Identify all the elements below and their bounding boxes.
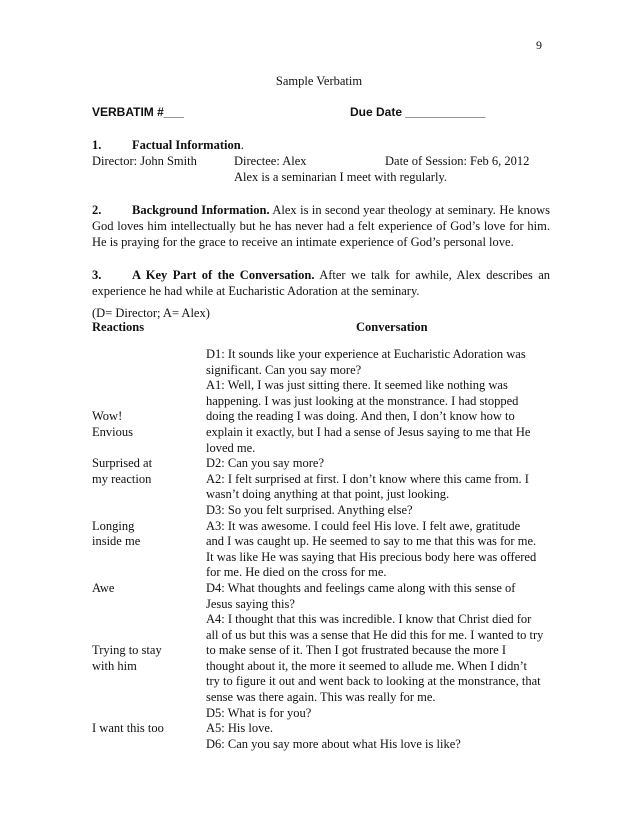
section-1-number: 1.: [92, 138, 102, 152]
conversation-line: D1: It sounds like your experience at Eucharistic Adoration was: [206, 347, 526, 361]
director-name: Director: John Smith: [92, 154, 197, 168]
section-2-text: Alex is in second year theology at seminary. He knows God loves him intellectually but he has never had a felt experience of God’s love for him. He is praying for the grace to receive an intimate experience of God’s personal love.: [92, 203, 550, 249]
conversation-column-header: Conversation: [356, 320, 428, 334]
conversation-line: D3: So you felt surprised. Anything else?: [206, 502, 413, 517]
reaction-note: I want this too: [92, 721, 164, 736]
section-2-title: Background Information.: [132, 203, 270, 217]
conversation-line: explain it exactly, but I had a sense of Jesus saying to me that He: [206, 424, 531, 439]
conversation-line: A4: I thought that this was incredible. I know that Christ died for: [206, 612, 532, 627]
conversation-line: sense was there again. This was really for me.: [206, 690, 436, 705]
session-date: Date of Session: Feb 6, 2012: [385, 154, 530, 168]
reactions-column-header: Reactions: [92, 320, 145, 334]
conversation-line: D6: Can you say more about what His love is like?: [206, 736, 461, 751]
conversation-line: doing the reading I was doing. And then, I don’t know how to: [206, 409, 515, 424]
conversation-line: significant. Can you say more?: [206, 362, 362, 377]
section-3-paragraph: [92, 267, 550, 299]
section-3-number: 3.: [92, 268, 102, 282]
reaction-note: inside me: [92, 534, 141, 549]
conversation-line: happening. I was just looking at the monstrance. I had stopped: [206, 393, 519, 408]
conversation-line: loved me.: [206, 440, 256, 455]
reaction-note: my reaction: [92, 471, 152, 486]
reaction-note: Wow!: [92, 409, 123, 424]
conversation-line: to make sense of it. Then I got frustrated because the more I: [206, 643, 507, 658]
reaction-note: with him: [92, 659, 137, 673]
conversation-line: try to figure it out and went back to looking at the monstrance, that: [206, 674, 541, 689]
directee-note: Alex is a seminarian I meet with regularly.: [234, 170, 448, 184]
conversation-line: A2: I felt surprised at first. I don’t know where this came from. I: [206, 471, 529, 486]
section-3-title: A Key Part of the Conversation.: [132, 268, 315, 282]
conversation-transcript: [206, 347, 546, 752]
due-date-field: Due Date ____________: [350, 105, 486, 119]
page-number: 9: [536, 38, 542, 52]
section-1-heading: [92, 137, 244, 153]
conversation-line: Jesus saying this?: [206, 596, 295, 611]
conversation-line: D5: What is for you?: [206, 705, 312, 720]
section-1-title: Factual Information: [132, 138, 241, 152]
conversation-line: for me. He died on the cross for me.: [206, 565, 387, 580]
reaction-note: Surprised at: [92, 456, 153, 471]
conversation-line: D2: Can you say more?: [206, 456, 325, 471]
conversation-line: A1: Well, I was just sitting there. It seemed like nothing was: [206, 378, 508, 393]
speaker-legend: (D= Director; A= Alex): [92, 306, 210, 320]
conversation-line: A5: His love.: [206, 721, 274, 736]
verbatim-number-field: VERBATIM #___: [92, 105, 184, 119]
conversation-line: wasn’t doing anything at that point, just looking.: [206, 487, 450, 502]
directee-name: Directee: Alex: [234, 154, 307, 168]
page-title: Sample Verbatim: [275, 74, 363, 88]
reaction-note: Awe: [92, 581, 115, 595]
section-2-paragraph: [92, 202, 550, 250]
reaction-note: Longing: [92, 518, 135, 533]
reaction-note: Envious: [92, 425, 133, 439]
conversation-line: It was like He was saying that His precious body here was offered: [206, 549, 537, 564]
conversation-line: all of us but this was a sense that He did this for me. I wanted to try: [206, 627, 544, 642]
conversation-line: D4: What thoughts and feelings came along with this sense of: [206, 580, 516, 595]
reaction-note: Trying to stay: [92, 643, 162, 658]
section-1-title-punct: .: [240, 138, 244, 152]
section-3-text: After we talk for awhile, Alex describes an experience he had while at Eucharistic Adoration at the seminary.: [92, 268, 551, 298]
conversation-line: thought about it, the more it seemed to allude me. When I didn’t: [206, 658, 527, 673]
section-2-number: 2.: [92, 203, 102, 217]
conversation-line: and I was caught up. He seemed to say to me that this was for me.: [206, 534, 537, 549]
conversation-line: A3: It was awesome. I could feel His love. I felt awe, gratitude: [206, 518, 521, 533]
